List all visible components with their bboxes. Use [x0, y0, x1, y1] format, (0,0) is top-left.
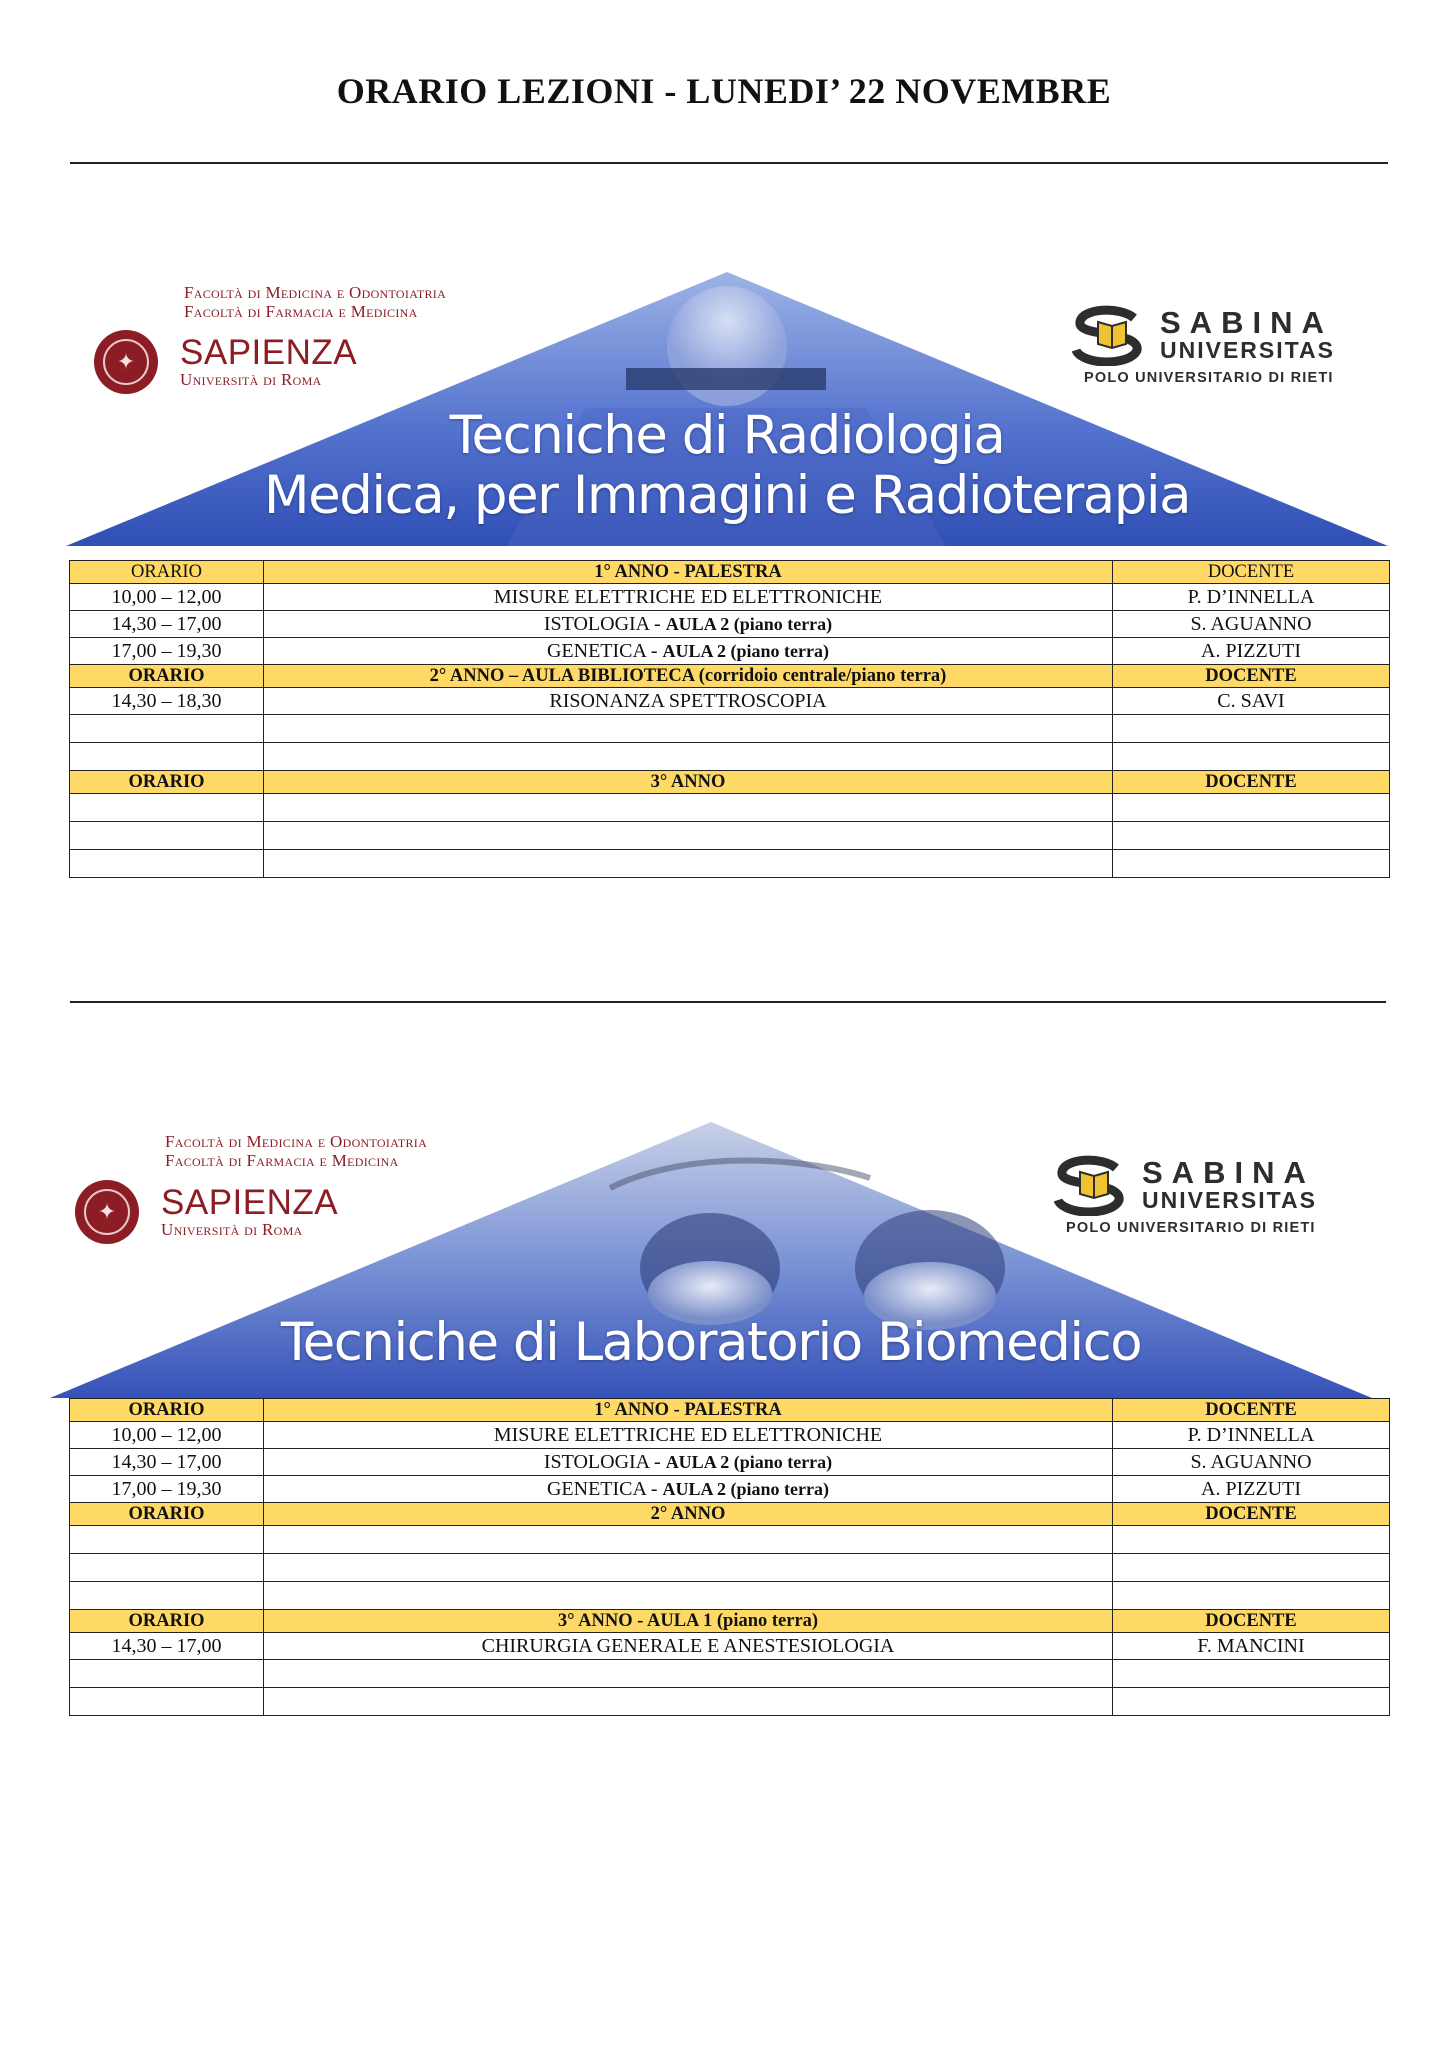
- sabina-book-icon: [1072, 304, 1152, 366]
- table-row-empty: [70, 715, 1390, 743]
- header-docente: DOCENTE: [1113, 561, 1390, 584]
- table-row: [70, 688, 1390, 715]
- room-label: AULA 2 (piano terra): [662, 1478, 830, 1499]
- page-title: ORARIO LEZIONI - LUNEDI’ 22 NOVEMBRE: [336, 71, 1112, 111]
- sabina-book-icon: [1054, 1154, 1134, 1216]
- sabina-universitas-logo: SABINA UNIVERSITAS: [1054, 1154, 1317, 1216]
- header-orario: ORARIO: [70, 665, 264, 688]
- subject-cell: RISONANZA SPETTROSCOPIA: [264, 688, 1113, 715]
- teacher-cell: A. PIZZUTI: [1113, 638, 1390, 665]
- faculty-names: Facoltà di Medicina e Odontoiatria Facoltà di Farmacia e Medicina: [184, 283, 447, 321]
- table-row-empty: [70, 1554, 1390, 1582]
- table-row-empty: [70, 1688, 1390, 1716]
- header-orario: ORARIO: [70, 1610, 264, 1633]
- table-row: [70, 1449, 1390, 1476]
- sabina-polo-text: POLO UNIVERSITARIO DI RIETI: [1084, 370, 1334, 386]
- header-orario: ORARIO: [70, 771, 264, 794]
- divider: [70, 1001, 1386, 1003]
- subject-cell: ISTOLOGIA - AULA 2 (piano terra): [264, 1449, 1113, 1476]
- header-docente: DOCENTE: [1113, 665, 1390, 688]
- header-year: 1° ANNO - PALESTRA: [264, 1399, 1113, 1422]
- time-cell: 14,30 – 17,00: [70, 1633, 264, 1660]
- time-cell: 14,30 – 17,00: [70, 1449, 264, 1476]
- header-orario: ORARIO: [70, 561, 264, 584]
- time-cell: 14,30 – 17,00: [70, 611, 264, 638]
- header-docente: DOCENTE: [1113, 1399, 1390, 1422]
- time-cell: 17,00 – 19,30: [70, 638, 264, 665]
- room-label: AULA 2 (piano terra): [662, 640, 830, 661]
- teacher-cell: P. D’INNELLA: [1113, 1422, 1390, 1449]
- table-row: [70, 1476, 1390, 1503]
- subject-cell: MISURE ELETTRICHE ED ELETTRONICHE: [264, 584, 1113, 611]
- table-row: [70, 584, 1390, 611]
- course-banner-radiologia: [66, 268, 1388, 548]
- table-header-row: [70, 1610, 1390, 1633]
- subject-cell: GENETICA - AULA 2 (piano terra): [264, 638, 1113, 665]
- course-banner-laboratorio: [50, 1118, 1372, 1400]
- header-year: 3° ANNO: [264, 771, 1113, 794]
- table-row-empty: [70, 822, 1390, 850]
- header-year: 3° ANNO - AULA 1 (piano terra): [264, 1610, 1113, 1633]
- table-header-row: [70, 561, 1390, 584]
- time-cell: 14,30 – 18,30: [70, 688, 264, 715]
- teacher-cell: P. D’INNELLA: [1113, 584, 1390, 611]
- teacher-cell: A. PIZZUTI: [1113, 1476, 1390, 1503]
- sapienza-logo: ✦ SAPIENZA Università di Roma: [75, 1180, 338, 1244]
- room-label: AULA 2 (piano terra): [665, 1451, 833, 1472]
- subject-cell: GENETICA - AULA 2 (piano terra): [264, 1476, 1113, 1503]
- header-year: 2° ANNO – AULA BIBLIOTECA (corridoio centrale/piano terra): [264, 665, 1113, 688]
- table-row-empty: [70, 1660, 1390, 1688]
- header-orario: ORARIO: [70, 1503, 264, 1526]
- faculty-names: Facoltà di Medicina e Odontoiatria Facoltà di Farmacia e Medicina: [165, 1132, 428, 1170]
- room-label: AULA 2 (piano terra): [665, 613, 833, 634]
- time-cell: 17,00 – 19,30: [70, 1476, 264, 1503]
- teacher-cell: S. AGUANNO: [1113, 1449, 1390, 1476]
- teacher-cell: S. AGUANNO: [1113, 611, 1390, 638]
- table-row-empty: [70, 850, 1390, 878]
- table-header-row: [70, 771, 1390, 794]
- table-row: [70, 611, 1390, 638]
- header-docente: DOCENTE: [1113, 771, 1390, 794]
- subject-cell: MISURE ELETTRICHE ED ELETTRONICHE: [264, 1422, 1113, 1449]
- course-title: Tecniche di Radiologia Medica, per Immagini e Radioterapia: [263, 405, 1191, 526]
- course-title: Tecniche di Laboratorio Biomedico: [280, 1312, 1142, 1373]
- table-row-empty: [70, 1526, 1390, 1554]
- table-row: [70, 638, 1390, 665]
- subject-cell: CHIRURGIA GENERALE E ANESTESIOLOGIA: [264, 1633, 1113, 1660]
- table-header-row: [70, 665, 1390, 688]
- table-row: [70, 1633, 1390, 1660]
- header-orario: ORARIO: [70, 1399, 264, 1422]
- header-docente: DOCENTE: [1113, 1610, 1390, 1633]
- table-row: [70, 1422, 1390, 1449]
- divider: [70, 162, 1388, 164]
- teacher-cell: F. MANCINI: [1113, 1633, 1390, 1660]
- time-cell: 10,00 – 12,00: [70, 1422, 264, 1449]
- table-row-empty: [70, 743, 1390, 771]
- subject-cell: ISTOLOGIA - AULA 2 (piano terra): [264, 611, 1113, 638]
- sabina-universitas-logo: SABINA UNIVERSITAS: [1072, 304, 1335, 366]
- table-row-empty: [70, 794, 1390, 822]
- header-docente: DOCENTE: [1113, 1503, 1390, 1526]
- table-row-empty: [70, 1582, 1390, 1610]
- table-header-row: [70, 1399, 1390, 1422]
- table-header-row: [70, 1503, 1390, 1526]
- sabina-polo-text: POLO UNIVERSITARIO DI RIETI: [1066, 1220, 1316, 1236]
- time-cell: 10,00 – 12,00: [70, 584, 264, 611]
- teacher-cell: C. SAVI: [1113, 688, 1390, 715]
- schedule-table-laboratorio: [69, 1398, 1390, 1716]
- header-year: 1° ANNO - PALESTRA: [264, 561, 1113, 584]
- sapienza-seal-icon: ✦: [94, 330, 158, 394]
- sapienza-seal-icon: ✦: [75, 1180, 139, 1244]
- sapienza-logo: ✦ SAPIENZA Università di Roma: [94, 330, 357, 394]
- header-year: 2° ANNO: [264, 1503, 1113, 1526]
- schedule-table-radiologia: [69, 560, 1390, 878]
